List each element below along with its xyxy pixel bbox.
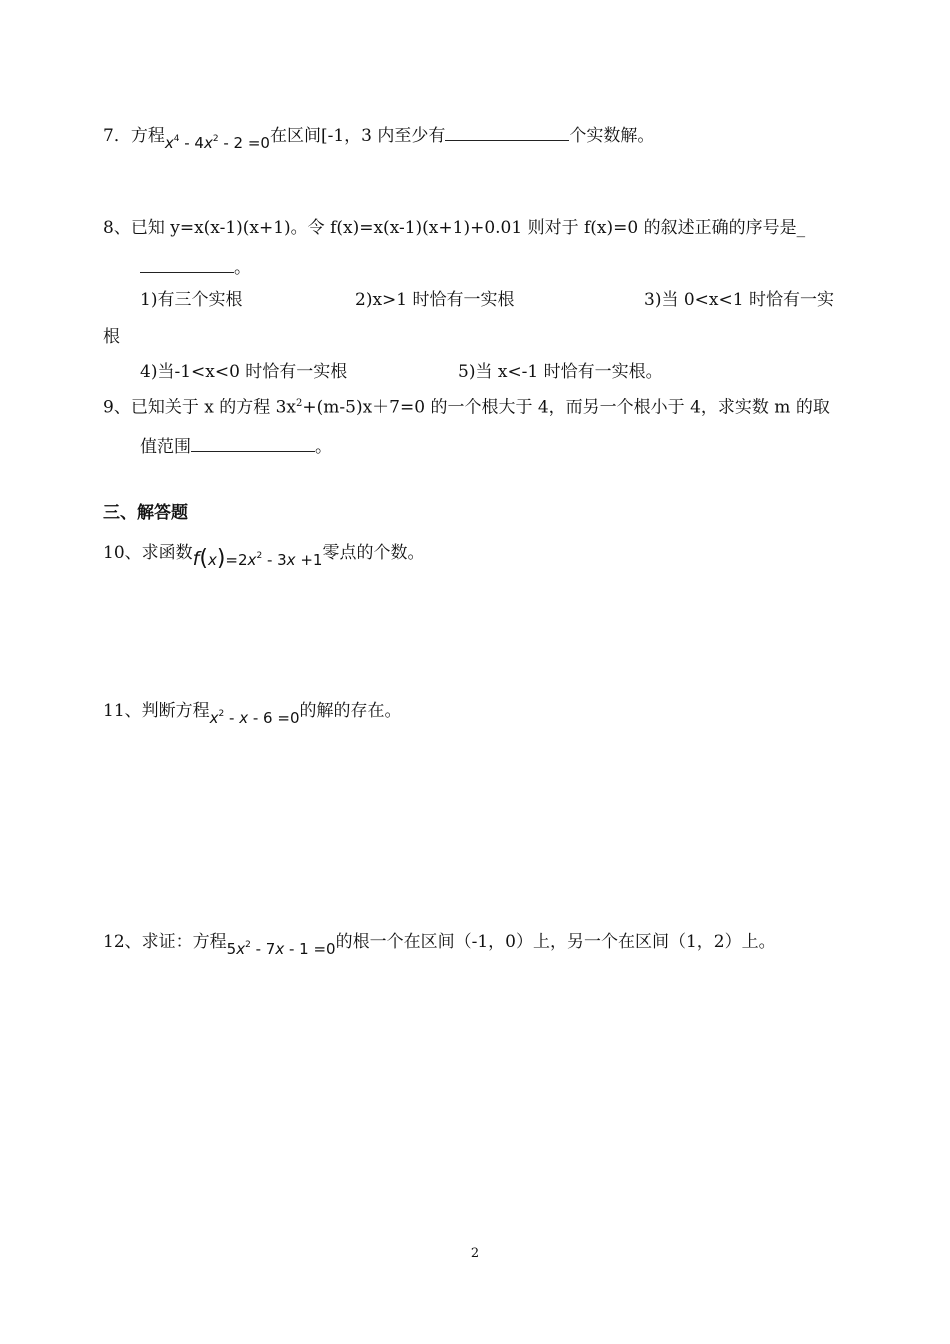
- question-10: [103, 541, 425, 571]
- q9-line2-end: 。: [315, 437, 332, 457]
- question-8-line2: [140, 258, 251, 277]
- q8-option-4: 4)当-1<x<0 时恰有一实根: [140, 362, 348, 382]
- q7-end: 个实数解。: [569, 126, 655, 146]
- section-title: 三、解答题: [103, 503, 188, 523]
- q9-line2-text: 值范围: [140, 437, 191, 457]
- q12-label: 12、求证：方程: [103, 932, 227, 952]
- q9-answer-blank: [191, 437, 315, 452]
- question-9-line1: 9、已知关于 x 的方程 $3x^2+(m-5)x+7=0$ 的一个根大于 4，而另一个根小于 4，求实数 m 的取: [103, 397, 830, 418]
- q8-option-5: 5)当 x<-1 时恰有一实根。: [458, 362, 663, 382]
- q11-label: 11、判断方程: [103, 701, 210, 721]
- q12-text: 的根一个在区间（-1，0）上，另一个在区间（1，2）上。: [335, 932, 776, 952]
- question-9-line2: [140, 437, 332, 456]
- q8-option-1: 1)有三个实根: [140, 290, 243, 310]
- page-number: 2: [470, 1246, 480, 1261]
- q8-option-3: 3)当 0<x<1 时恰有一实: [644, 290, 834, 310]
- question-12: [103, 932, 776, 958]
- q10-text: 零点的个数。: [322, 543, 425, 563]
- q10-equation: $f(x)=2x^2 - 3x +1$: [192, 546, 323, 571]
- q7-text: 在区间[-1，3 内至少有: [269, 126, 446, 146]
- q9-text-b: +(m-5)x＋7=0 的一个根大于 4，而另一个根小于 4，求实数 m 的取: [302, 397, 830, 418]
- q8-line2-end: 。: [234, 258, 251, 278]
- question-11: [103, 701, 402, 727]
- q10-label: 10、求函数: [103, 543, 193, 563]
- question-7: [103, 126, 655, 152]
- q12-equation: $5x^2 - 7x - 1 =0$: [226, 940, 336, 958]
- q7-answer-blank: [445, 126, 569, 141]
- q8-answer-blank: [140, 258, 234, 273]
- q11-text: 的解的存在。: [299, 701, 402, 721]
- q8-option-2: 2)x>1 时恰有一实根: [355, 290, 515, 310]
- q11-equation: $x^2 - x - 6 =0$: [209, 709, 300, 727]
- q9-text-a: 9、已知关于 x 的方程 3x: [103, 397, 297, 418]
- q7-equation: $x^4 - 4x^2 - 2 =0$: [164, 134, 270, 152]
- q8-option-3-continued: 根: [103, 327, 120, 347]
- q7-label: 7．方程: [103, 126, 165, 146]
- question-8-line1: 8、已知 y=x(x-1)(x+1)。令 f(x)=x(x-1)(x+1)+0.01 则对于 f(x)=0 的叙述正确的序号是_: [103, 218, 806, 238]
